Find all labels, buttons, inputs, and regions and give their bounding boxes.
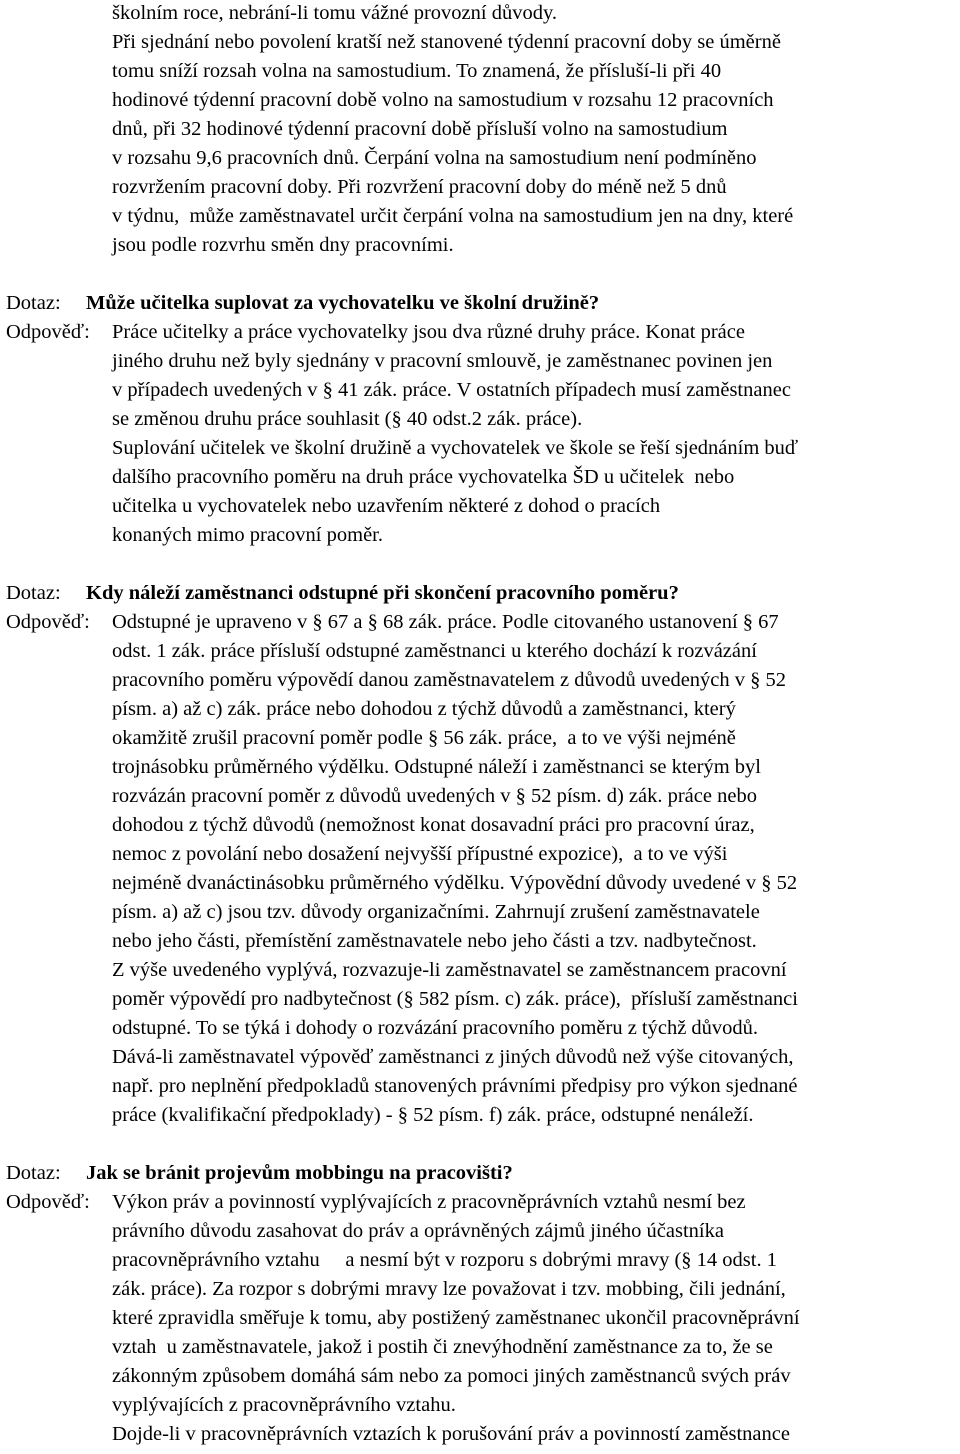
answer-row xyxy=(0,1188,960,1217)
answer-first-line: Výkon práv a povinností vyplývajících z pracovněprávních vztahů nesmí bez xyxy=(112,1191,746,1213)
question-text: Může učitelka suplovat za vychovatelku ve školní družině? xyxy=(86,292,600,314)
text-line: rozvržením pracovní doby. Při rozvržení pracovní doby do méně než 5 dnů xyxy=(112,176,727,198)
text-line: zákonným způsobem domáhá sám nebo za pomoci jiných zaměstnanců svých práv xyxy=(112,1365,791,1387)
question-row xyxy=(0,579,960,608)
text-line: nemoc z povolání nebo dosažení nejvyšší přípustné expozice), a to ve výši xyxy=(112,843,728,865)
answer-label: Odpověď: xyxy=(6,611,90,633)
text-line: práce (kvalifikační předpoklady) - § 52 písm. f) zák. práce, odstupné nenáleží. xyxy=(112,1104,754,1126)
answer-body xyxy=(0,1217,960,1449)
text-line: poměr výpovědí pro nadbytečnost (§ 582 písm. c) zák. práce), přísluší zaměstnanci xyxy=(112,988,798,1010)
text-line: dalšího pracovního poměru na druh práce vychovatelka ŠD u učitelek nebo xyxy=(112,466,735,488)
text-line: dohodou z týchž důvodů (nemožnost konat dosavadní práci pro pracovní úraz, xyxy=(112,814,755,836)
text-line: odst. 1 zák. práce přísluší odstupné zaměstnanci u kterého dochází k rozvázání xyxy=(112,640,757,662)
question-row xyxy=(0,289,960,318)
text-line: které zpravidla směřuje k tomu, aby postižený zaměstnanec ukončil pracovněprávní xyxy=(112,1307,800,1329)
text-line: dnů, při 32 hodinové týdenní pracovní době přísluší volno na samostudium xyxy=(112,118,728,140)
text-line: zák. práce). Za rozpor s dobrými mravy lze považovat i tzv. mobbing, čili jednání, xyxy=(112,1278,786,1300)
text-line: školním roce, nebrání-li tomu vážné provozní důvody. xyxy=(112,2,558,24)
answer-first-line: Práce učitelky a práce vychovatelky jsou dva různé druhy práce. Konat práce xyxy=(112,321,745,343)
text-line: písm. a) až c) zák. práce nebo dohodou z týchž důvodů a zaměstnanci, který xyxy=(112,698,736,720)
text-line: vyplývajících z pracovněprávního vztahu. xyxy=(112,1394,456,1416)
text-line: vztah u zaměstnavatele, jakož i postih či znevýhodnění zaměstnance za to, že se xyxy=(112,1336,773,1358)
text-line: rozvázán pracovní poměr z důvodů uvedených v § 52 písm. d) zák. práce nebo xyxy=(112,785,757,807)
text-line: písm. a) až c) jsou tzv. důvody organizačními. Zahrnují zrušení zaměstnavatele xyxy=(112,901,760,923)
text-line: se změnou druhu práce souhlasit (§ 40 odst.2 zák. práce). xyxy=(112,408,583,430)
answer-body xyxy=(0,347,960,550)
qa-block xyxy=(0,579,960,1130)
qa-block xyxy=(0,289,960,550)
text-line: pracovního poměru výpovědí danou zaměstnavatelem z důvodů uvedených v § 52 xyxy=(112,669,787,691)
text-line: tomu sníží rozsah volna na samostudium. To znamená, že přísluší-li při 40 xyxy=(112,60,722,82)
answer-row xyxy=(0,318,960,347)
text-line: Dojde-li v pracovněprávních vztazích k porušování práv a povinností zaměstnance xyxy=(112,1423,790,1445)
text-line: okamžitě zrušil pracovní poměr podle § 56 zák. práce, a to ve výši nejméně xyxy=(112,727,736,749)
spacer xyxy=(0,550,960,579)
qa-block xyxy=(0,1159,960,1449)
text-line: trojnásobku průměrného výdělku. Odstupné náleží i zaměstnanci se kterým byl xyxy=(112,756,761,778)
question-text: Kdy náleží zaměstnanci odstupné při skončení pracovního poměru? xyxy=(86,582,679,604)
text-line: v případech uvedených v § 41 zák. práce. V ostatních případech musí zaměstnanec xyxy=(112,379,791,401)
answer-body xyxy=(0,637,960,1130)
answer-first-line: Odstupné je upraveno v § 67 a § 68 zák. práce. Podle citovaného ustanovení § 67 xyxy=(112,611,779,633)
text-line: v rozsahu 9,6 pracovních dnů. Čerpání volna na samostudium není podmíněno xyxy=(112,147,757,169)
spacer xyxy=(0,260,960,289)
answer-label: Odpověď: xyxy=(6,1191,90,1213)
intro-paragraph xyxy=(0,0,960,260)
text-line: jsou podle rozvrhu směn dny pracovními. xyxy=(112,234,454,256)
text-line: Z výše uvedeného vyplývá, rozvazuje-li zaměstnavatel se zaměstnancem pracovní xyxy=(112,959,787,981)
text-line: jiného druhu než byly sjednány v pracovní smlouvě, je zaměstnanec povinen jen xyxy=(112,350,773,372)
text-line: právního důvodu zasahovat do práv a oprávněných zájmů jiného účastníka xyxy=(112,1220,724,1242)
text-line: učitelka u vychovatelek nebo uzavřením některé z dohod o pracích xyxy=(112,495,661,517)
text-line: Při sjednání nebo povolení kratší než stanovené týdenní pracovní doby se úměrně xyxy=(112,31,781,53)
answer-row xyxy=(0,608,960,637)
question-text: Jak se bránit projevům mobbingu na pracovišti? xyxy=(86,1162,513,1184)
text-line: nebo jeho části, přemístění zaměstnavatele nebo jeho části a tzv. nadbytečnost. xyxy=(112,930,757,952)
question-label: Dotaz: xyxy=(6,1162,61,1184)
intro-lines xyxy=(0,0,960,260)
text-line: v týdnu, může zaměstnavatel určit čerpání volna na samostudium jen na dny, které xyxy=(112,205,794,227)
text-line: pracovněprávního vztahu a nesmí být v rozporu s dobrými mravy (§ 14 odst. 1 xyxy=(112,1249,777,1271)
answer-label: Odpověď: xyxy=(6,321,90,343)
text-line: např. pro neplnění předpokladů stanovených právními předpisy pro výkon sjednané xyxy=(112,1075,798,1097)
question-label: Dotaz: xyxy=(6,292,61,314)
question-row xyxy=(0,1159,960,1188)
text-line: hodinové týdenní pracovní době volno na samostudium v rozsahu 12 pracovních xyxy=(112,89,774,111)
text-line: Suplování učitelek ve školní družině a vychovatelek ve škole se řeší sjednáním buď xyxy=(112,437,799,459)
text-line: nejméně dvanáctinásobku průměrného výdělku. Výpovědní důvody uvedené v § 52 xyxy=(112,872,798,894)
text-line: Dává-li zaměstnavatel výpověď zaměstnanci z jiných důvodů než výše citovaných, xyxy=(112,1046,794,1068)
text-line: odstupné. To se týká i dohody o rozvázání pracovního poměru z týchž důvodů. xyxy=(112,1017,759,1039)
spacer xyxy=(0,1130,960,1159)
question-label: Dotaz: xyxy=(6,582,61,604)
text-line: konaných mimo pracovní poměr. xyxy=(112,524,383,546)
